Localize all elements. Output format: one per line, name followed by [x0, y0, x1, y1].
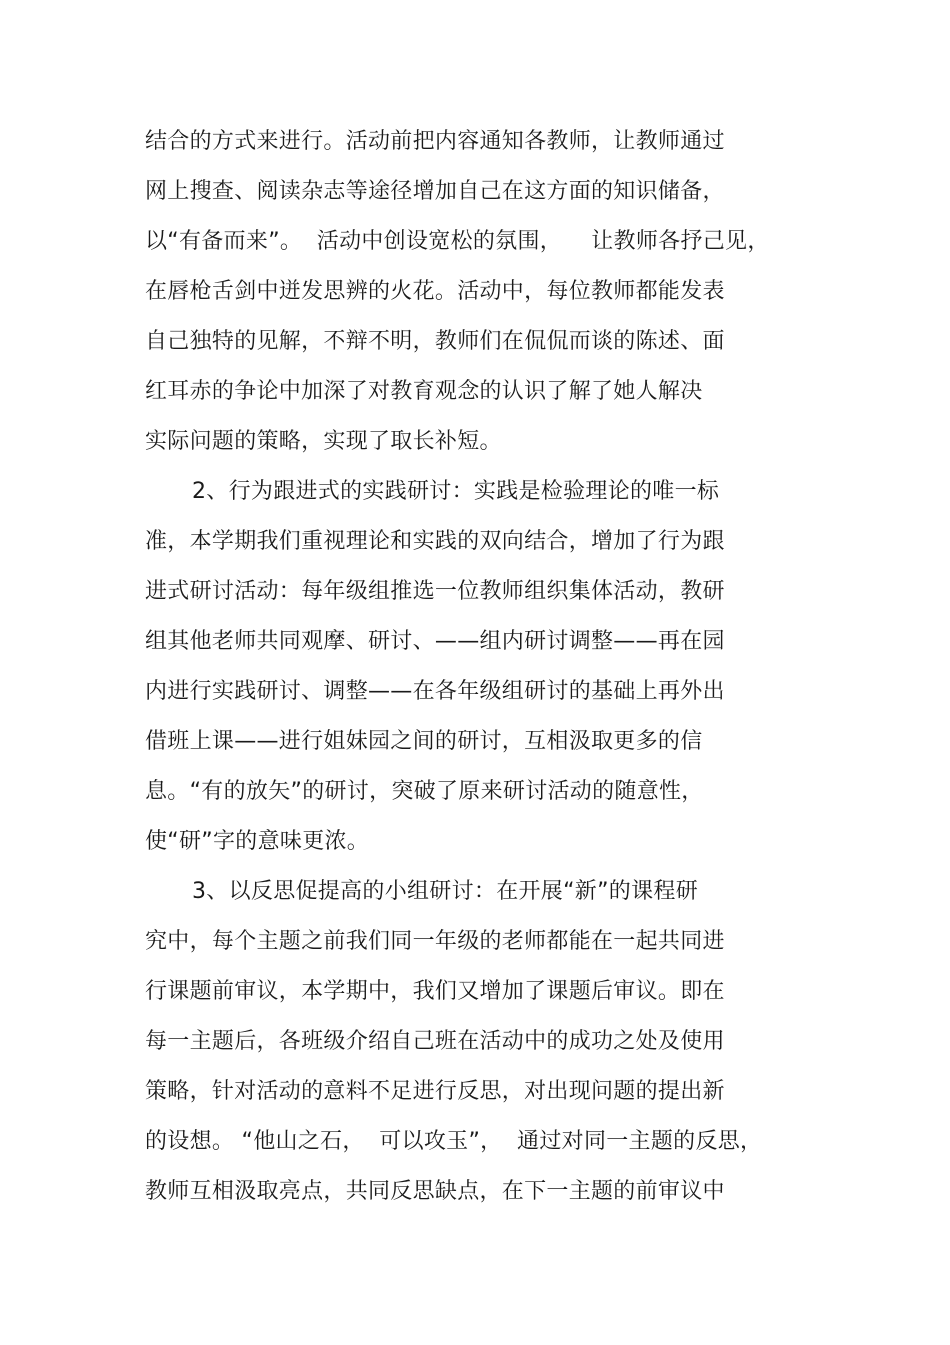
text-line: 进式研讨活动：每年级组推选一位教师组织集体活动，教研 — [145, 579, 725, 604]
text-line: 红耳赤的争论中加深了对教育观念的认识了解了她人解决 — [145, 379, 703, 404]
text-line: 准，本学期我们重视理论和实践的双向结合，增加了行为跟 — [145, 529, 725, 554]
text-line: 结合的方式来进行。活动前把内容通知各教师，让教师通过 — [145, 129, 725, 154]
text-line: 每一主题后，各班级介绍自己班在活动中的成功之处及使用 — [145, 1029, 725, 1054]
text-line: 网上搜查、阅读杂志等途径增加自己在这方面的知识储备， — [145, 179, 725, 204]
text-line: 教师互相汲取亮点，共同反思缺点，在下一主题的前审议中 — [145, 1179, 725, 1204]
text-line: 内进行实践研讨、调整——在各年级组研讨的基础上再外出 — [145, 679, 725, 704]
text-line: 究中，每个主题之前我们同一年级的老师都能在一起共同进 — [145, 929, 725, 954]
text-line: 的设想。 “他山之石， 可以攻玉”， 通过对同一主题的反思， — [145, 1129, 763, 1154]
paragraph-start-line: 2、行为跟进式的实践研讨：实践是检验理论的唯一标 — [192, 479, 720, 504]
text-line: 组其他老师共同观摩、研讨、——组内研讨调整——再在园 — [145, 629, 725, 654]
text-line: 行课题前审议，本学期中，我们又增加了课题后审议。即在 — [145, 979, 725, 1004]
paragraph-start-line: 3、以反思促提高的小组研讨：在开展“新”的课程研 — [192, 879, 698, 904]
text-line: 实际问题的策略，实现了取长补短。 — [145, 429, 502, 454]
text-line: 在唇枪舌剑中迸发思辨的火花。活动中，每位教师都能发表 — [145, 279, 725, 304]
text-line: 自己独特的见解，不辩不明，教师们在侃侃而谈的陈述、面 — [145, 329, 725, 354]
text-line: 借班上课——进行姐妹园之间的研讨，互相汲取更多的信 — [145, 729, 703, 754]
text-line: 策略，针对活动的意料不足进行反思，对出现问题的提出新 — [145, 1079, 725, 1104]
text-line: 以“有备而来”。 活动中创设宽松的氛围， 让教师各抒己见， — [145, 229, 770, 254]
text-line: 使“研”字的意味更浓。 — [145, 829, 370, 854]
text-line: 息。“有的放矢”的研讨，突破了原来研讨活动的随意性， — [145, 779, 704, 804]
